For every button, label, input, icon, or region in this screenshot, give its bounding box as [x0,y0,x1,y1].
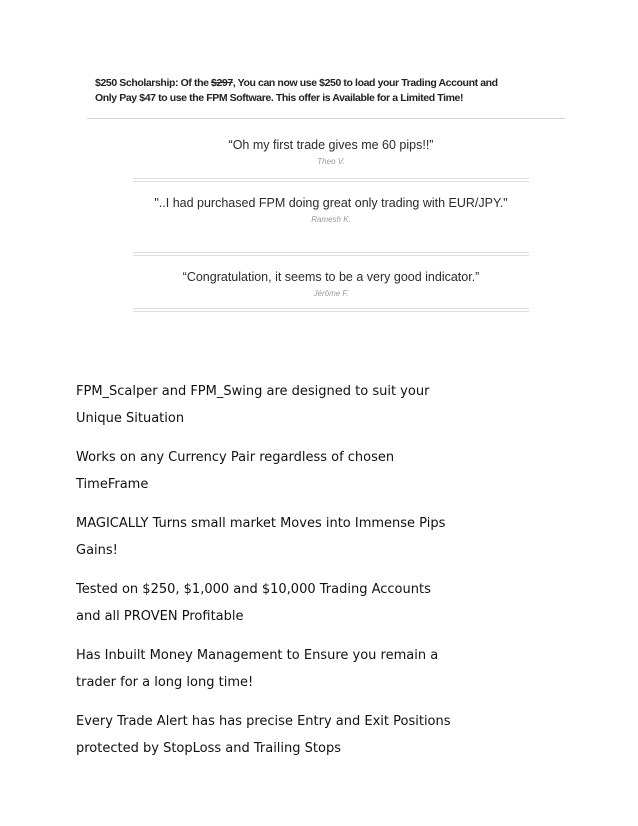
testimonial-divider [133,311,529,312]
testimonial-divider [133,178,529,179]
feature-list [76,378,576,774]
feature-item [76,576,576,630]
feature-item [76,378,576,432]
feature-line: trader for a long long time! [76,675,254,690]
feature-line: Tested on $250, $1,000 and $10,000 Trading Accounts [76,582,431,597]
testimonial [133,138,529,166]
testimonial-divider [133,308,529,309]
feature-line: Has Inbuilt Money Management to Ensure you remain a [76,648,439,663]
testimonial-author: Jérôme F. [313,289,349,298]
feature-line: protected by StopLoss and Trailing Stops [76,741,341,756]
feature-line: Unique Situation [76,411,185,426]
feature-line: Works on any Currency Pair regardless of chosen [76,450,395,465]
testimonial-quote: “Oh my first trade gives me 60 pips!!” [228,138,434,152]
offer-divider [87,118,565,119]
offer-line1-prefix: $250 Scholarship: Of the [95,77,212,89]
testimonial-author: Theo V. [317,157,345,166]
testimonial-divider [133,252,529,253]
testimonial-divider [133,181,529,182]
feature-line: Every Trade Alert has has precise Entry and Exit Positions [76,714,451,729]
testimonial-divider [133,255,529,256]
offer-strikethrough-price: $297 [211,77,233,89]
feature-line: TimeFrame [76,477,149,492]
testimonial-author: Ramesh K. [311,215,351,224]
feature-item [76,642,576,696]
feature-line: and all PROVEN Profitable [76,609,244,624]
testimonial [133,270,529,298]
scholarship-offer [87,76,565,106]
testimonial [133,196,529,224]
offer-line1-suffix: , You can now use $250 to load your Trading Account and [232,77,498,89]
offer-line2: Only Pay $47 to use the FPM Software. This offer is Available for a Limited Time! [95,92,464,104]
feature-line: Gains! [76,543,118,558]
feature-item [76,444,576,498]
embedded-offer-screenshot [87,76,565,316]
feature-line: MAGICALLY Turns small market Moves into Immense Pips [76,516,446,531]
testimonial-quote: “Congratulation, it seems to be a very good indicator.” [182,270,480,284]
feature-line: FPM_Scalper and FPM_Swing are designed to suit your [76,384,430,399]
feature-item [76,510,576,564]
testimonial-quote: "..I had purchased FPM doing great only trading with EUR/JPY." [154,196,508,210]
feature-item [76,708,576,762]
